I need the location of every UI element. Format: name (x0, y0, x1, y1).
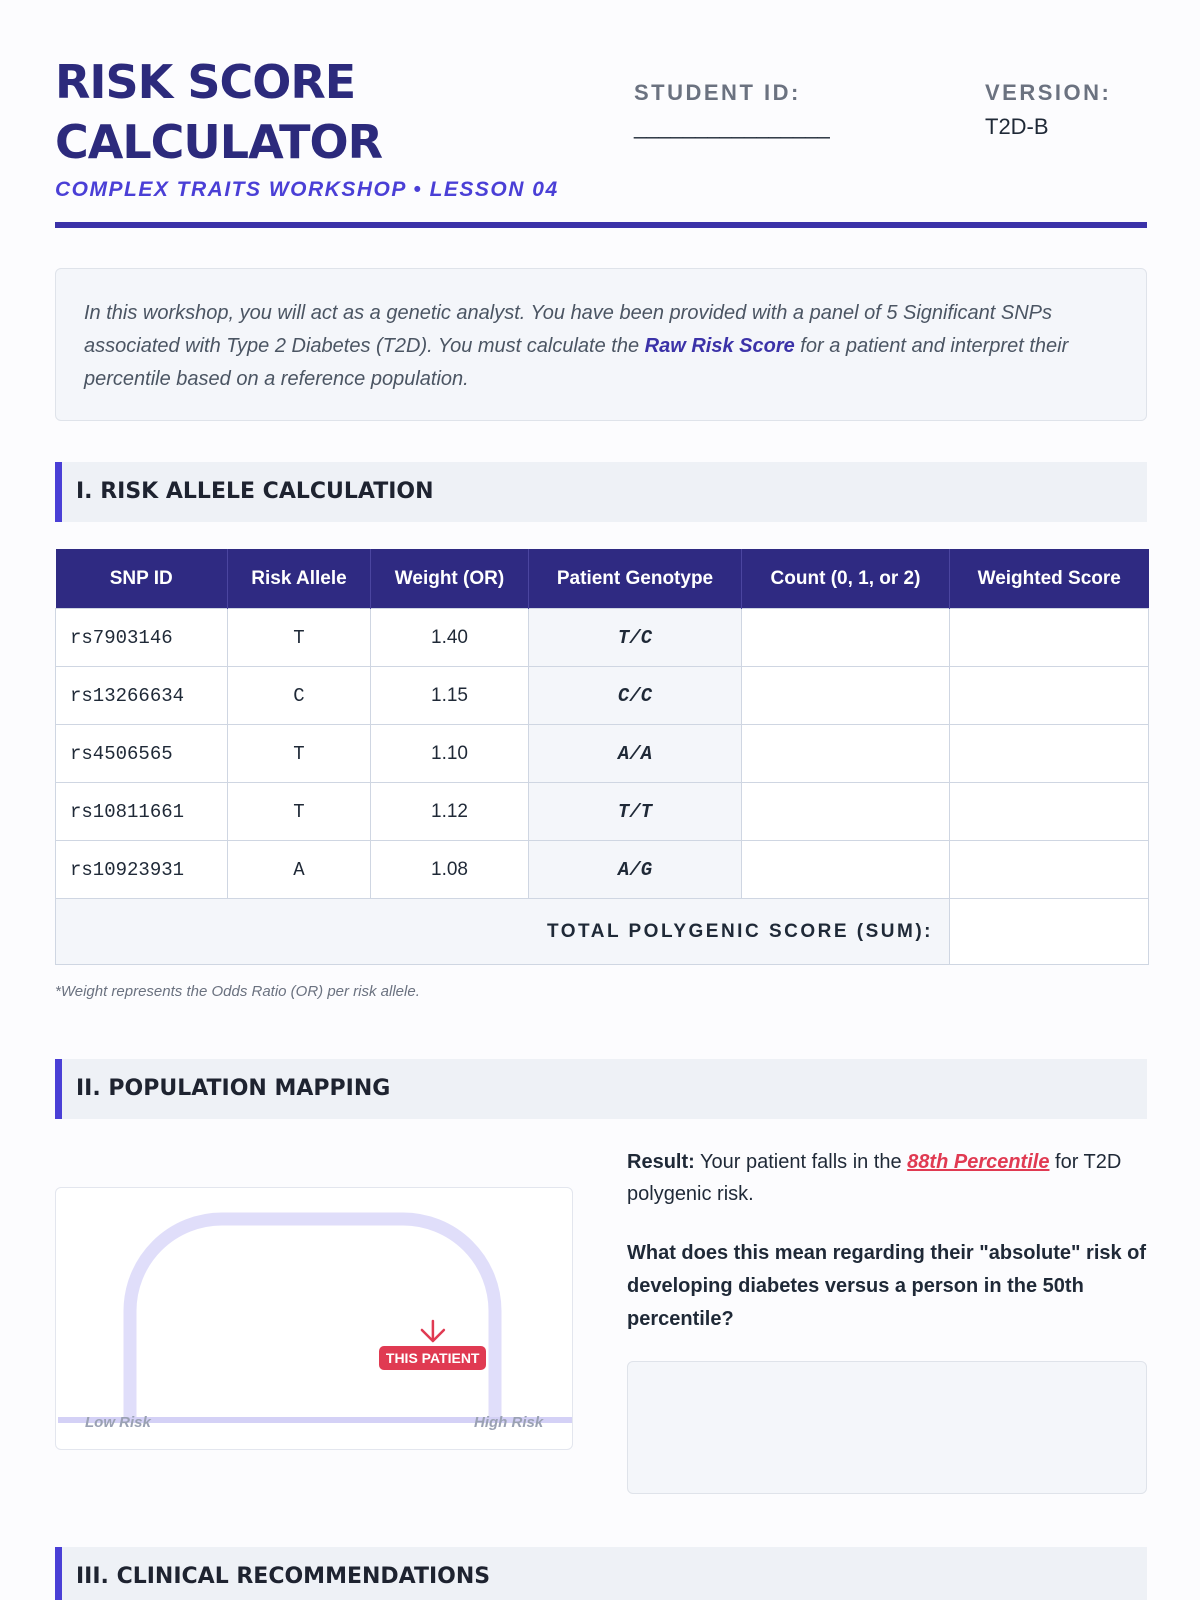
snp-id-cell: rs7903146 (56, 609, 228, 667)
snp-id-cell: rs10923931 (56, 841, 228, 899)
genotype-cell: A/G (529, 841, 742, 899)
count-input-cell[interactable] (742, 725, 950, 783)
worksheet-header (55, 0, 1147, 228)
interpretation-question: What does this mean regarding their "absolute" risk of developing diabetes versus a person in the 50th percentile? (627, 1242, 1147, 1330)
snp-id-cell: rs4506565 (56, 725, 228, 783)
risk-allele-cell: C (228, 667, 371, 725)
result-text-end: for T2D polygenic risk. (627, 1151, 1122, 1205)
weighted-score-input-cell[interactable] (950, 667, 1149, 725)
page-title: RISK SCORE CALCULATOR (55, 55, 383, 169)
table-row (56, 783, 1149, 841)
column-header: Risk Allele (228, 549, 371, 609)
section-clinical-recommendations-header: III. CLINICAL RECOMMENDATIONS (55, 1547, 1147, 1600)
total-row (56, 899, 1149, 965)
table-row (56, 609, 1149, 667)
table-row (56, 667, 1149, 725)
risk-allele-cell: T (228, 609, 371, 667)
section-population-mapping-header: II. POPULATION MAPPING (55, 1059, 1147, 1119)
intro-text: In this workshop, you will act as a genetic analyst. You have been provided with a panel of 5 Significant SNPs associated with Type 2 Diabetes (T2D). You must calculate the (84, 302, 1052, 357)
risk-allele-cell: T (228, 725, 371, 783)
high-risk-label: High Risk (474, 1414, 544, 1431)
snp-id-cell: rs13266634 (56, 667, 228, 725)
weight-cell: 1.15 (371, 667, 529, 725)
column-header: Weight (OR) (371, 549, 529, 609)
weight-cell: 1.12 (371, 783, 529, 841)
genotype-cell: A/A (529, 725, 742, 783)
table-footnote: *Weight represents the Odds Ratio (OR) per risk allele. (55, 983, 420, 1000)
section-risk-allele-header: I. RISK ALLELE CALCULATION (55, 462, 1147, 522)
table-row (56, 841, 1149, 899)
table-row (56, 725, 1149, 783)
weighted-score-input-cell[interactable] (950, 783, 1149, 841)
result-label: Result: (627, 1151, 695, 1173)
intro-text-end: for a patient and interpret their percentile based on a reference population. (84, 335, 1069, 390)
snp-id-cell: rs10811661 (56, 783, 228, 841)
intro-box (55, 268, 1147, 421)
count-input-cell[interactable] (742, 783, 950, 841)
weighted-score-input-cell[interactable] (950, 841, 1149, 899)
column-header: SNP ID (56, 549, 228, 609)
genotype-cell: T/T (529, 783, 742, 841)
count-input-cell[interactable] (742, 667, 950, 725)
arrow-down-icon (422, 1321, 444, 1341)
column-header: Weighted Score (950, 549, 1149, 609)
table-header-row (56, 549, 1149, 609)
intro-highlight: Raw Risk Score (644, 335, 795, 357)
result-text (627, 1146, 1147, 1210)
gauge-graphic (56, 1188, 574, 1451)
this-patient-badge: THIS PATIENT (379, 1346, 487, 1370)
weight-cell: 1.10 (371, 725, 529, 783)
genotype-cell: C/C (529, 667, 742, 725)
percentile-result: 88th Percentile (907, 1151, 1050, 1173)
weight-cell: 1.08 (371, 841, 529, 899)
risk-allele-cell: A (228, 841, 371, 899)
answer-field[interactable] (627, 1361, 1147, 1494)
total-score-label: TOTAL POLYGENIC SCORE (SUM): (56, 899, 950, 965)
snp-table (55, 549, 1149, 965)
gauge-arc (130, 1219, 495, 1420)
page-subtitle: COMPLEX TRAITS WORKSHOP • LESSON 04 (55, 178, 559, 201)
result-text-start: Your patient falls in the (694, 1151, 908, 1173)
count-input-cell[interactable] (742, 841, 950, 899)
total-score-input-cell[interactable] (950, 899, 1149, 965)
count-input-cell[interactable] (742, 609, 950, 667)
weighted-score-input-cell[interactable] (950, 609, 1149, 667)
weighted-score-input-cell[interactable] (950, 725, 1149, 783)
student-id-label: STUDENT ID: (634, 80, 801, 105)
weight-cell: 1.40 (371, 609, 529, 667)
student-id-field[interactable]: ________________ (634, 114, 830, 139)
risk-gauge (55, 1187, 573, 1450)
risk-allele-cell: T (228, 783, 371, 841)
column-header: Patient Genotype (529, 549, 742, 609)
low-risk-label: Low Risk (85, 1414, 151, 1431)
genotype-cell: T/C (529, 609, 742, 667)
column-header: Count (0, 1, or 2) (742, 549, 950, 609)
worksheet-page (55, 0, 1147, 1589)
version-label: VERSION: (985, 80, 1112, 105)
version-value: T2D-B (985, 114, 1049, 139)
